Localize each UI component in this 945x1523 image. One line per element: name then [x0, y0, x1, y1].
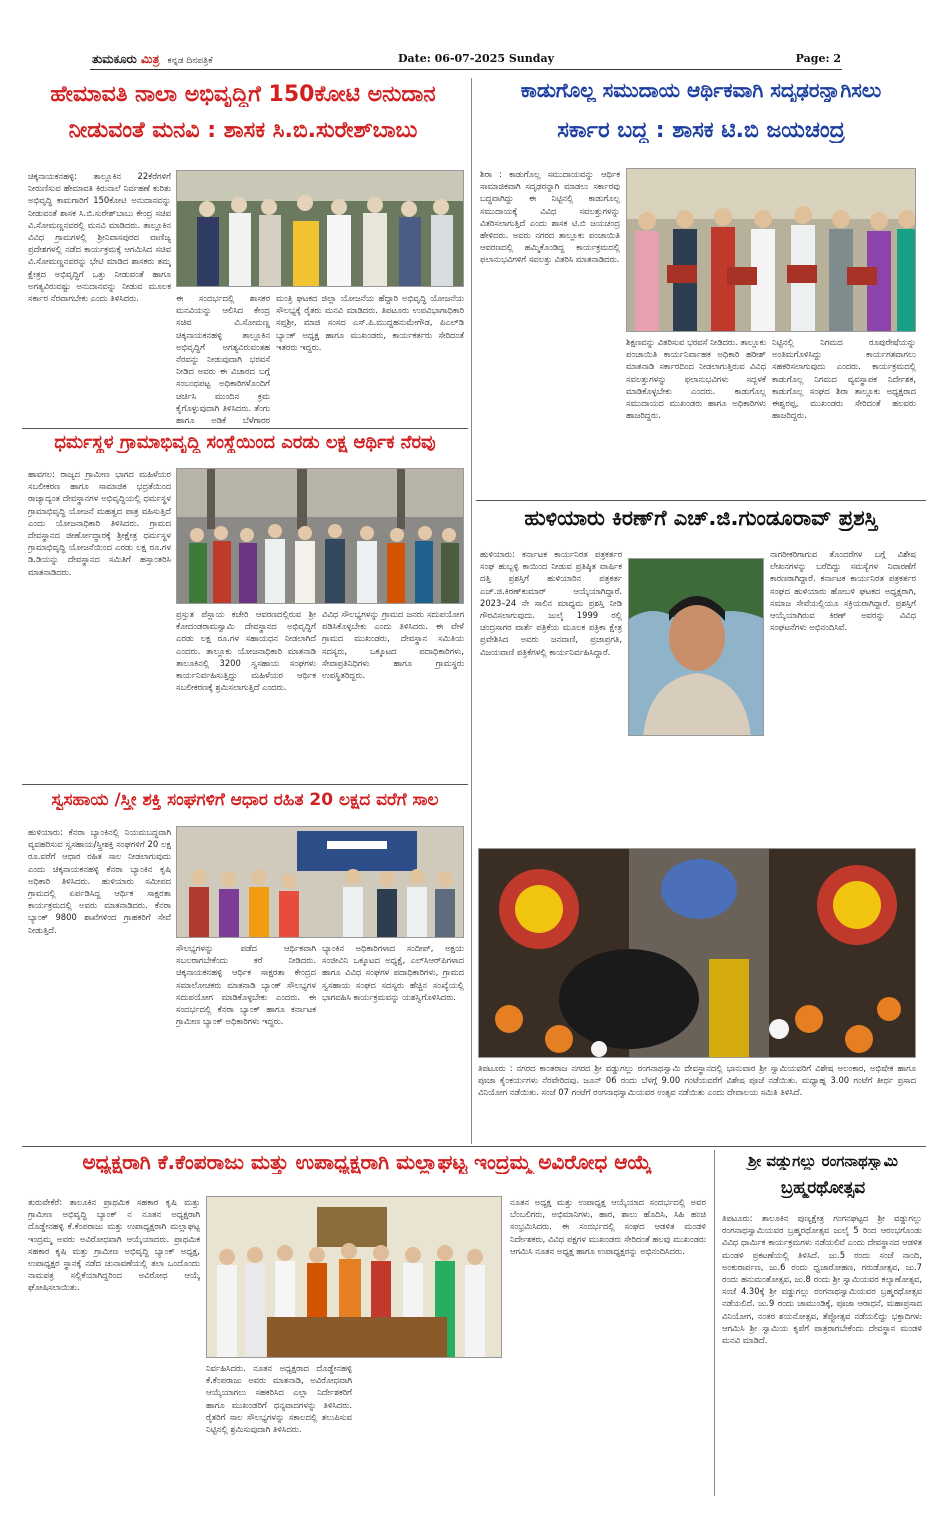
hemavathi-col-1: ಚಿಕ್ಕನಾಯಕನಹಳ್ಳಿ: ತಾಲ್ಲೂಕಿನ 22ಕೆರೆಗಳಿಗೆ ನೀರುಣಿಸುವ ಹೇಮಾವತಿ ಕಿರುನಾಲೆ ನಿರ್ವಹಣೆ ಕುರಿತು ಅಭಿವೃದ್ಧಿ ಕಾಮಗಾರಿಗೆ 150ಕೋಟಿ ಅನುದಾನವನ್ನು ನೀಡುವಂತೆ ಶಾಸಕ ಸಿ.ಬಿ.ಸುರೇಶ್‌ಬಾಬು ಕೇಂದ್ರ ಸಚಿವ ವಿ.ಸೋಮಣ್ಣನವರಲ್ಲಿ ಮನವಿ ಮಾಡಿದರು. ತಾಲ್ಲೂಕಿನ ವಿವಿಧ ಗ್ರಾಮಗಳಲ್ಲಿ ಶ್ರೀನಿವಾಸಪುರದ ವಾಣಿಜ್ಯ ಪ್ರದೇಶಗಳಲ್ಲಿ ನಡೆದ ಕಾರ್ಯಕ್ರಮಕ್ಕೆ ಆಗಮಿಸಿದ ಸಚಿವ ವಿ.ಸೋಮಣ್ಣನವರನ್ನು ಭೇಟಿ ಮಾಡಿದ ಶಾಸಕರು ತಮ್ಮ ಕ್ಷೇತ್ರದ ಅಭಿವೃದ್ಧಿಗೆ ಒತ್ತು ನೀಡುವಂತೆ ಹಾಗೂ ಅಗತ್ಯವಿರುವಷ್ಟು ಅನುದಾನವನ್ನು ನೀಡುವ ಮೂಲಕ ಸರ್ಕಾರ ನೆರವಾಗಬೇಕು ಎಂದು ತಿಳಿಸಿದರು. [28, 171, 171, 304]
dharmasthala-col-2: ಪ್ರಸ್ತುತ ಪೆಸ್ಲಾಯ ಕಚೇರಿ ಆವರಣದಲ್ಲಿರುವ ಶ್ರೀ ಕೋದಂಡರಾಮಸ್ವಾಮಿ ದೇವಸ್ಥಾನದ ಅಭಿವೃದ್ಧಿಗೆ ಎರಡು ಲಕ್ಷ ರೂ.ಗಳ ಸಹಾಯಧನ ನೀಡಲಾಗಿದೆ ಎಂದರು. ತಾಲ್ಲೂಕು ಯೋಜನಾಧಿಕಾರಿ ಮಾತನಾಡಿ ತಾಲೂಕಿನಲ್ಲಿ 3200 ಸ್ವಸಹಾಯ ಸಂಘಗಳು ಕಾರ್ಯನಿರ್ವಹಿಸುತ್ತಿದ್ದು ಮಹಿಳೆಯರ ಆರ್ಥಿಕ ಸಬಲೀಕರಣಕ್ಕೆ ಶ್ರಮಿಸಲಾಗುತ್ತಿದೆ ಎಂದರು. [176, 609, 316, 693]
kadugolla-headline-2: ಸರ್ಕಾರ ಬದ್ಧ : ಶಾಸಕ ಟಿ.ಬಿ ಜಯಚಂದ್ರ [557, 118, 845, 143]
adhyaksha-col-2: ನಿರ್ವಹಿಸಿದರು. ನೂತನ ಅಧ್ಯಕ್ಷರಾದ ದೊಡ್ಡೇನಹಳ್ಳಿ ಕೆ.ಕೆಂಪರಾಜು ಅವರು ಮಾತನಾಡಿ, ಅವಿರೋಧವಾಗಿ ಆಯ್ಕೆಯಾಗಲು ಸಹಕರಿಸಿದ ಎಲ್ಲಾ ನಿರ್ದೇಶಕರಿಗೆ ಹಾಗೂ ಮುಖಂಡರಿಗೆ ಧನ್ಯವಾದಗಳನ್ನು ತಿಳಿಸಿದರು. ರೈತರಿಗೆ ಸಾಲ ಸೌಲಭ್ಯಗಳನ್ನು ಸಕಾಲದಲ್ಲಿ ತಲುಪಿಸುವ ನಿಟ್ಟಿನಲ್ಲಿ ಶ್ರಮಿಸುವುದಾಗಿ ತಿಳಿಸಿದರು. [206, 1363, 352, 1435]
kiran-portrait-image [629, 559, 764, 736]
swasahaya-photo [176, 826, 464, 938]
kadugolla-col-2: ಶಿಕ್ಷಣವನ್ನು ವಿತರಿಸುವ ಭರವಸೆ ನೀಡಿದರು. ತಾಲ್ಲೂಕು ಪಂಚಾಯಿತಿ ಕಾರ್ಯನಿರ್ವಾಹಕ ಅಧಿಕಾರಿ ಹರೀಶ್ ಮಾತನಾಡಿ ಸರ್ಕಾರದಿಂದ ನೀಡಲಾಗುತ್ತಿರುವ ವಿವಿಧ ಸವಲತ್ತುಗಳನ್ನು ಫಲಾನುಭವಿಗಳು ಸದ್ಬಳಕೆ ಮಾಡಿಕೊಳ್ಳಬೇಕು ಎಂದರು. ಕಾಡುಗೊಲ್ಲ ಸಮುದಾಯದ ಮುಖಂಡರು ಹಾಗೂ ಅಧಿಕಾರಿಗಳು ಹಾಜರಿದ್ದರು. [626, 337, 766, 421]
kadugolla-headline-1: ಕಾಡುಗೊಲ್ಲ ಸಮುದಾಯ ಆರ್ಥಿಕವಾಗಿ ಸದೃಢರನ್ನಾಗಿಸಲು [520, 78, 882, 102]
divider-1 [22, 428, 468, 429]
brand-mitra: ಮಿತ್ರ [141, 52, 160, 66]
brand-prefix: ತುಮಕೂರು [92, 52, 137, 66]
divider-2 [22, 784, 468, 785]
huliyaru-kiran-col-2: ನಾಗರೀಕರಿಗಾಗುವ ತೊಂದರೆಗಳ ಬಗ್ಗೆ ವಿಶೇಷ ಲೇಖನಗಳನ್ನು ಬರೆದಿದ್ದು ಸಮಸ್ಯೆಗಳ ನಿವಾರಣೆಗೆ ಕಾರಣರಾಗಿದ್ದಾರೆ. ಕರ್ನಾಟಕ ಕಾರ್ಯನಿರತ ಪತ್ರಕರ್ತರ ಸಂಘದ ಹುಳಿಯಾರು ಹೋಬಳಿ ಘಟಕದ ಅಧ್ಯಕ್ಷರಾಗಿ, ಸಮಾಜ ಸೇವೆಯಲ್ಲಿಯೂ ಸಕ್ರಿಯರಾಗಿದ್ದಾರೆ. ಪ್ರಶಸ್ತಿಗೆ ಆಯ್ಕೆಯಾಗಿರುವ ಕಿರಣ್ ಅವರನ್ನು ವಿವಿಧ ಸಂಘಟನೆಗಳು ಅಭಿನಂದಿಸಿವೆ. [770, 549, 916, 633]
adhyaksha-col-1: ತುರುವೇಕೆರೆ: ತಾಲೂಕಿನ ಪ್ರಾಥಮಿಕ ಸಹಕಾರ ಕೃಷಿ ಮತ್ತು ಗ್ರಾಮೀಣ ಅಭಿವೃದ್ಧಿ ಬ್ಯಾಂಕ್ ನ ನೂತನ ಅಧ್ಯಕ್ಷರಾಗಿ ದೊಡ್ಡೇನಹಳ್ಳಿ ಕೆ.ಕೆಂಪರಾಜು ಮತ್ತು ಉಪಾಧ್ಯಕ್ಷರಾಗಿ ಮಲ್ಲಾಘಟ್ಟ ಇಂದ್ರಮ್ಮ ಅವರು ಅವಿರೋಧವಾಗಿ ಆಯ್ಕೆಯಾದರು. ಪ್ರಾಥಮಿಕ ಸಹಕಾರ ಕೃಷಿ ಮತ್ತು ಗ್ರಾಮೀಣ ಅಭಿವೃದ್ಧಿ ಬ್ಯಾಂಕ್ ಅಧ್ಯಕ್ಷ, ಉಪಾಧ್ಯಕ್ಷರ ಸ್ಥಾನಕ್ಕೆ ನಡೆದ ಚುನಾವಣೆಯಲ್ಲಿ ತಲಾ ಒಂದೊಂದು ನಾಮಪತ್ರ ಸಲ್ಲಿಕೆಯಾಗಿದ್ದರಿಂದ ಅವಿರೋಧ ಆಯ್ಕೆ ಘೋಷಿಸಲಾಯಿತು. [28, 1197, 200, 1293]
kadugolla-col-3: ನಿಟ್ಟಿನಲ್ಲಿ ನಿಗಮದ ರೂಪುರೇಷೆಯನ್ನು ಅಂತಿಮಗೊಳಿಸಿದ್ದು ಕಾರ್ಯಗತವಾಗಲು ಸಹಕರಿಸಲಾಗುವುದು ಎಂದರು. ಕಾರ್ಯಕ್ರಮದಲ್ಲಿ ಕಾಡುಗೊಲ್ಲ ನಿಗಮದ ವ್ಯವಸ್ಥಾಪಕ ನಿರ್ದೇಶಕ, ಕಾಡುಗೊಲ್ಲ ಸಂಘದ ಶಿರಾ ತಾಲ್ಲೂಕು ಅಧ್ಯಕ್ಷರಾದ ಈಶ್ವರಪ್ಪ, ಮುಖಂಡರು ಸೇರಿದಂತೆ ಹಲವರು ಹಾಜರಿದ್ದರು. [772, 337, 916, 421]
huliyaru-kiran-col-2a [628, 740, 764, 844]
adhyaksha-headline: ಅಧ್ಯಕ್ಷರಾಗಿ ಕೆ.ಕೆಂಪರಾಜು ಮತ್ತು ಉಪಾಧ್ಯಕ್ಷರಾಗಿ ಮಲ್ಲಾಘಟ್ಟ ಇಂದ್ರಮ್ಮ ಅವಿರೋಧ ಆಯ್ಕೆ [82, 1150, 652, 1174]
dharmasthala-col-3: ವಿವಿಧ ಸೌಲಭ್ಯಗಳನ್ನು ಗ್ರಾಮದ ಜನರು ಸದುಪಯೋಗ ಪಡಿಸಿಕೊಳ್ಳಬೇಕು ಎಂದು ತಿಳಿಸಿದರು. ಈ ವೇಳೆ ಗ್ರಾಮದ ಮುಖಂಡರು, ದೇವಸ್ಥಾನ ಸಮಿತಿಯ ಸದಸ್ಯರು, ಒಕ್ಕೂಟದ ಪದಾಧಿಕಾರಿಗಳು, ಸೇವಾಪ್ರತಿನಿಧಿಗಳು ಹಾಗೂ ಗ್ರಾಮಸ್ಥರು ಉಪಸ್ಥಿತರಿದ್ದರು. [322, 609, 464, 681]
temple-caption: ತಿಪಟೂರು : ನಗರದ ಕಾಂತರಾಜ ನಗರದ ಶ್ರೀ ವಡ್ಡುಗಲ್ಲು ರಂಗನಾಥಸ್ವಾಮಿ ದೇವಸ್ಥಾನದಲ್ಲಿ ಭಾನುವಾರ ಶ್ರೀ ಸ್ವಾಮಿಯವರಿಗೆ ವಿಶೇಷ ಅಲಂಕಾರ, ಅಭಿಷೇಕ ಹಾಗೂ ಪೂಜಾ ಕೈಂಕರ್ಯಗಳು ನೆರವೇರಿದವು. ಜೂನ್ 06 ರಂದು ಬೆಳಗ್ಗೆ 9.00 ಗಂಟೆಯವರೆಗೆ ವಿಶೇಷ ಪೂಜೆ ನಡೆಯಿತು. ಮಧ್ಯಾಹ್ನ 3.00 ಗಂಟೆಗೆ ತೀರ್ಥ ಪ್ರಸಾದ ವಿನಿಯೋಗ ನಡೆಯಿತು. ಸಂಜೆ 07 ಗಂಟೆಗೆ ರಂಗನಾಥಸ್ವಾಮಿಯವರ ಉತ್ಸವ ನಡೆಯಿತು ಎಂದು ದೇವಾಲಯ ಸಮಿತಿ ತಿಳಿಸಿದೆ. [478, 1063, 916, 1097]
newspaper-brand [92, 52, 213, 67]
brahmaratha-headline-1: ಶ್ರೀ ವಡ್ಡುಗಲ್ಲು ರಂಗನಾಥಸ್ವಾಮಿ [748, 1152, 898, 1170]
hemavathi-photo-image [177, 171, 464, 287]
dharmasthala-photo-image [177, 469, 464, 604]
adhyaksha-col-3: ನೂತನ ಅಧ್ಯಕ್ಷ ಮತ್ತು ಉಪಾಧ್ಯಕ್ಷ ಆಯ್ಕೆಯಾದ ಸಂದರ್ಭದಲ್ಲಿ ಅವರ ಬೆಂಬಲಿಗರು, ಅಭಿಮಾನಿಗಳು, ಹಾರ, ಶಾಲು ಹೊದಿಸಿ, ಸಿಹಿ ಹಂಚಿ ಸಂಭ್ರಮಿಸಿದರು. ಈ ಸಂದರ್ಭದಲ್ಲಿ ಸಂಘದ ಆಡಳಿತ ಮಂಡಳಿ ನಿರ್ದೇಶಕರು, ವಿವಿಧ ಪಕ್ಷಗಳ ಮುಖಂಡರು ಸೇರಿದಂತೆ ಹಲವು ಮುಖಂಡರು ಆಗಮಿಸಿ ನೂತನ ಅಧ್ಯಕ್ಷ ಹಾಗೂ ಉಪಾಧ್ಯಕ್ಷರನ್ನು ಅಭಿನಂದಿಸಿದರು. [510, 1197, 706, 1256]
column-divider [471, 78, 472, 1144]
hemavathi-headline-2: ನೀಡುವಂತೆ ಮನವಿ : ಶಾಸಕ ಸಿ.ಬಿ.ಸುರೇಶ್‌ಬಾಬು [68, 118, 418, 143]
hemavathi-headline-1: ಹೇಮಾವತಿ ನಾಲಾ ಅಭಿವೃದ್ಧಿಗೆ 150ಕೋಟಿ ಅನುದಾನ [50, 82, 436, 107]
swasahaya-col-3: ಬ್ಯಾಂಕಿನ ಅಧಿಕಾರಿಗಳಾದ ಸಂದೀಪ್, ಅಕ್ಷಯ ಸಂಜೀವಿನಿ ಒಕ್ಕೂಟದ ಅಧ್ಯಕ್ಷೆ, ಎಲ್‌ಸಿಆರ್‌ಪಿಗಳಾದ ಹಾಗೂ ವಿವಿಧ ಸಂಘಗಳ ಪದಾಧಿಕಾರಿಗಳು, ಗ್ರಾಮದ ಸ್ವಸಹಾಯ ಸಂಘದ ಸದಸ್ಯರು ಹೆಚ್ಚಿನ ಸಂಖ್ಯೆಯಲ್ಲಿ ಭಾಗವಹಿಸಿ ಕಾರ್ಯಕ್ರಮವನ್ನು ಯಶಸ್ವಿಗೊಳಿಸಿದರು. [322, 943, 464, 1002]
adhyaksha-col-2b [358, 1362, 504, 1496]
page-number: Page: 2 [795, 52, 841, 65]
swasahaya-headline: ಸ್ವಸಹಾಯ /ಸ್ತ್ರೀ ಶಕ್ತಿ ಸಂಘಗಳಿಗೆ ಆಧಾರ ರಹಿತ 20 ಲಕ್ಷದ ವರೆಗೆ ಸಾಲ [51, 790, 439, 810]
adhyaksha-photo [206, 1196, 502, 1358]
issue-date: Date: 06-07-2025 Sunday [398, 52, 554, 65]
hemavathi-col-3: ಮಂತ್ರಿ ಘಟಕದ ಜಿಲ್ಲಾ ಯೋಜನೆಯ ಹೆದ್ದಾರಿ ಅಭಿವೃದ್ಧಿ ಯೋಜನೆಯ ಸೌಲಭ್ಯಕ್ಕೆ ರೈತರು ಮನವಿ ಮಾಡಿದರು. ತಿಪಟೂರು ಉಪವಿಭಾಗಾಧಿಕಾರಿ ಸಪ್ತಶ್ರೀ, ಮಾಜಿ ಸಂಸದ ಎಸ್.ಪಿ.ಮುದ್ದಹನುಮೇಗೌಡ, ಪಿಎಲ್‌ಡಿ ಬ್ಯಾಂಕ್ ಅಧ್ಯಕ್ಷ ಹಾಗೂ ಮುಖಂಡರು, ಕಾರ್ಯಕರ್ತರು ಸೇರಿದಂತೆ ಇತರರು ಇದ್ದರು. [276, 293, 464, 352]
kiran-portrait [628, 558, 764, 736]
divider-3 [476, 500, 926, 501]
kadugolla-photo-image [627, 169, 916, 332]
huliyaru-kiran-col-1: ಹುಳಿಯಾರು: ಕರ್ನಾಟಕ ಕಾರ್ಯನಿರತ ಪತ್ರಕರ್ತರ ಸಂಘ ಹುಬ್ಬಳ್ಳಿ ಕಾಯಿಂದ ನೀಡುವ ಪ್ರತಿಷ್ಠಿತ ವಾರ್ಷಿಕ ದತ್ತಿ ಪ್ರಶಸ್ತಿಗೆ ಹುಳಿಯಾರಿನ ಪತ್ರಕರ್ತ ಎಚ್.ಜಿ.ಕಿರಣ್‌ಕುಮಾರ್ ಆಯ್ಕೆಯಾಗಿದ್ದಾರೆ. 2023–24 ನೇ ಸಾಲಿನ ಮಾಧ್ಯಮ ಪ್ರಶಸ್ತಿ ನೀಡಿ ಗೌರವಿಸಲಾಗುವುದು. ಜುಲೈ 1999 ರಲ್ಲಿ ಚಂದ್ರಸಾಗರ ವಾರ್ತೆ ಪತ್ರಿಕೆಯ ಮೂಲಕ ಪತ್ರಿಕಾ ಕ್ಷೇತ್ರ ಪ್ರವೇಶಿಸಿದ ಅವರು ಜನವಾಣಿ, ಪ್ರಜಾಪ್ರಗತಿ, ವಿಜಯವಾಣಿ ಪತ್ರಿಕೆಗಳಲ್ಲಿ ಕಾರ್ಯನಿರ್ವಹಿಸಿದ್ದಾರೆ. [480, 549, 622, 657]
temple-photo-image [479, 849, 916, 1058]
brahmaratha-body: ತಿಪಟೂರು: ತಾಲೂಕಿನ ಪುಣ್ಯಕ್ಷೇತ್ರ ಗಂಗನಘಟ್ಟದ ಶ್ರೀ ವಡ್ಡುಗಲ್ಲು ರಂಗನಾಥಸ್ವಾಮಿಯವರ ಬ್ರಹ್ಮರಥೋತ್ಸವ ಜುಲೈ 5 ರಿಂದ ಆರಂಭಗೊಂಡು ವಿವಿಧ ಧಾರ್ಮಿಕ ಕಾರ್ಯಕ್ರಮಗಳು ನಡೆಯಲಿವೆ ಎಂದು ದೇವಸ್ಥಾನದ ಆಡಳಿತ ಮಂಡಳಿ ಪ್ರಕಟಣೆಯಲ್ಲಿ ತಿಳಿಸಿದೆ. ಜು.5 ರಂದು ಸಂಜೆ ನಾಂದಿ, ಅಂಕುರಾರ್ಪಣ, ಜು.6 ರಂದು ಧ್ವಜಾರೋಹಣ, ಗರುಡೋತ್ಸವ, ಜು.7 ರಂದು ಹನುಮಂತೋತ್ಸವ, ಜು.8 ರಂದು ಶ್ರೀ ಸ್ವಾಮಿಯವರ ಕಲ್ಯಾಣೋತ್ಸವ, ಸಂಜೆ 4.30ಕ್ಕೆ ಶ್ರೀ ವಡ್ಡುಗಲ್ಲು ರಂಗನಾಥಸ್ವಾಮಿಯವರ ಬ್ರಹ್ಮರಥೋತ್ಸವ ನಡೆಯಲಿದೆ. ಜು.9 ರಂದು ಚಾಮುಂಡಿಕ್ಕೆ, ಪೂಜಾ ಆರಾಧನೆ, ಮಹಾಪ್ರಸಾದ ವಿನಿಯೋಗ, ನಂತರ ಶಯನೋತ್ಸವ, ತೆಪ್ಪೋತ್ಸವ ನಡೆಯಲಿದ್ದು ಭಕ್ತಾದಿಗಳು ಆಗಮಿಸಿ ಶ್ರೀ ಸ್ವಾಮಿಯ ಕೃಪೆಗೆ ಪಾತ್ರರಾಗಬೇಕೆಂದು ದೇವಸ್ಥಾನ ಮಂಡಳಿ ಮನವಿ ಮಾಡಿದೆ. [722, 1213, 922, 1346]
adhyaksha-photo-image [207, 1197, 502, 1358]
dharmasthala-col-1: ಹಾವಗಲ: ರಾಜ್ಯದ ಗ್ರಾಮೀಣ ಭಾಗದ ಮಹಿಳೆಯರ ಸಬಲೀಕರಣ ಹಾಗೂ ಸಾಮಾಜಿಕ ಭದ್ರತೆಯಿಂದ ರಾಜ್ಯಾದ್ಯಂತ ದೇವಸ್ಥಾನಗಳ ಅಭಿವೃದ್ಧಿಯಲ್ಲಿ ಧರ್ಮಸ್ಥಳ ಗ್ರಾಮಾಭಿವೃದ್ಧಿ ಯೋಜನೆ ಮಹತ್ವದ ಪಾತ್ರ ವಹಿಸುತ್ತಿದೆ ಎಂದು ಯೋಜನಾಧಿಕಾರಿ ತಿಳಿಸಿದರು. ಗ್ರಾಮದ ದೇವಸ್ಥಾನದ ಜೀರ್ಣೋದ್ಧಾರಕ್ಕೆ ಶ್ರೀಕ್ಷೇತ್ರ ಧರ್ಮಸ್ಥಳ ಗ್ರಾಮಾಭಿವೃದ್ಧಿ ಯೋಜನೆಯಿಂದ ಎರಡು ಲಕ್ಷ ರೂ.ಗಳ ಡಿ.ಡಿಯನ್ನು ದೇವಸ್ಥಾನದ ಸಮಿತಿಗೆ ಹಸ್ತಾಂತರಿಸಿ ಮಾತನಾಡಿದರು. [28, 469, 171, 577]
temple-photo [478, 848, 916, 1058]
swasahaya-photo-image [177, 827, 464, 938]
brand-suffix: ಕನ್ನಡ ದಿನಪತ್ರಿಕೆ [167, 56, 213, 66]
column-divider-bottom [714, 1150, 715, 1496]
dharmasthala-photo [176, 468, 464, 604]
swasahaya-col-1: ಹುಳಿಯಾರು: ಕೆನರಾ ಬ್ಯಾಂಕಿನಲ್ಲಿ ನಿಯಮಬದ್ಧವಾಗಿ ವ್ಯವಹರಿಸುವ ಸ್ವಸಹಾಯ/ಸ್ತ್ರೀಶಕ್ತಿ ಸಂಘಗಳಿಗೆ 20 ಲಕ್ಷ ರೂ.ವರೆಗೆ ಆಧಾರ ರಹಿತ ಸಾಲ ನೀಡಲಾಗುವುದು ಎಂದು ಚಿಕ್ಕನಾಯಕನಹಳ್ಳಿ ಕೆನರಾ ಬ್ಯಾಂಕಿನ ಕೃಷಿ ಅಧಿಕಾರಿ ತಿಳಿಸಿದರು. ಹುಳಿಯಾರು ಸಮೀಪದ ಗ್ರಾಮದಲ್ಲಿ ಏರ್ಪಡಿಸಿದ್ದ ಆರ್ಥಿಕ ಸಾಕ್ಷರತಾ ಕಾರ್ಯಕ್ರಮದಲ್ಲಿ ಅವರು ಮಾತನಾಡಿದರು. ಕೆನರಾ ಬ್ಯಾಂಕ್ 9800 ಶಾಖೆಗಳಿಂದ ಗ್ರಾಹಕರಿಗೆ ಸೇವೆ ನೀಡುತ್ತಿದೆ. [28, 827, 171, 935]
kadugolla-col-1: ಶಿರಾ : ಕಾಡುಗೊಲ್ಲ ಸಮುದಾಯವನ್ನು ಆರ್ಥಿಕ ಸಾಮಾಜಿಕವಾಗಿ ಸದೃಢರನ್ನಾಗಿ ಮಾಡಲು ಸರ್ಕಾರವು ಬದ್ಧವಾಗಿದ್ದು ಈ ನಿಟ್ಟಿನಲ್ಲಿ ಕಾಡುಗೊಲ್ಲ ಸಮುದಾಯಕ್ಕೆ ವಿವಿಧ ಸವಲತ್ತುಗಳನ್ನು ವಿತರಿಸಲಾಗುತ್ತಿದೆ ಎಂದು ಶಾಸಕ ಟಿ.ಬಿ ಜಯಚಂದ್ರ ಹೇಳಿದರು. ಅವರು ನಗರದ ತಾಲ್ಲೂಕು ಪಂಚಾಯಿತಿ ಆವರಣದಲ್ಲಿ ಹಮ್ಮಿಕೊಂಡಿದ್ದ ಕಾರ್ಯಕ್ರಮದಲ್ಲಿ ಫಲಾನುಭವಿಗಳಿಗೆ ಸವಲತ್ತು ವಿತರಿಸಿ ಮಾತನಾಡಿದರು. [480, 169, 620, 265]
hemavathi-photo [176, 170, 464, 287]
brahmaratha-headline-2: ಬ್ರಹ್ಮರಥೋತ್ಸವ [780, 1178, 866, 1198]
kadugolla-photo [626, 168, 916, 332]
hemavathi-col-2: ಈ ಸಂದರ್ಭದಲ್ಲಿ ಶಾಸಕರ ಮನವಿಯನ್ನು ಆಲಿಸಿದ ಕೇಂದ್ರ ಸಚಿವ ವಿ.ಸೋಮಣ್ಣ ಚಿಕ್ಕನಾಯಕನಹಳ್ಳಿ ತಾಲ್ಲೂಕಿನ ಅಭಿವೃದ್ಧಿಗೆ ಅಗತ್ಯವಿರುವಂತಹ ನೆರವನ್ನು ನೀಡುವುದಾಗಿ ಭರವಸೆ ನೀಡಿದ ಅವರು ಈ ವಿಚಾರದ ಬಗ್ಗೆ ಸಂಬಂಧಪಟ್ಟ ಅಧಿಕಾರಿಗಳೊಂದಿಗೆ ಚರ್ಚಿಸಿ ಮುಂದಿನ ಕ್ರಮ ಕೈಗೊಳ್ಳುವುದಾಗಿ ತಿಳಿಸಿದರು. ತೆಂಗು ಹಾಗೂ ಅಡಿಕೆ ಬೆಳೆಗಾರರ [176, 293, 270, 425]
swasahaya-col-2: ಸೌಲಭ್ಯಗಳನ್ನು ಪಡೆದ ಆರ್ಥಿಕವಾಗಿ ಸಬಲರಾಗಬೇಕೆಂದು ಕರೆ ನೀಡಿದರು. ಚಿಕ್ಕನಾಯಕನಹಳ್ಳಿ ಆರ್ಥಿಕ ಸಾಕ್ಷರತಾ ಕೇಂದ್ರದ ಸಮಾಲೋಚಕರು ಮಾತನಾಡಿ ಬ್ಯಾಂಕ್ ಸೌಲಭ್ಯಗಳ ಸದುಪಯೋಗ ಮಾಡಿಕೊಳ್ಳಬೇಕು ಎಂದರು. ಈ ಸಂದರ್ಭದಲ್ಲಿ ಕೆನರಾ ಬ್ಯಾಂಕ್ ಹಾಗೂ ಕರ್ನಾಟಕ ಗ್ರಾಮೀಣ ಬ್ಯಾಂಕ್ ಅಧಿಕಾರಿಗಳು ಇದ್ದರು. [176, 943, 316, 1027]
divider-4 [22, 1146, 926, 1147]
masthead-rule [90, 69, 842, 70]
dharmasthala-headline: ಧರ್ಮಸ್ಥಳ ಗ್ರಾಮಾಭಿವೃದ್ಧಿ ಸಂಸ್ಥೆಯಿಂದ ಎರಡು ಲಕ್ಷ ಆರ್ಥಿಕ ನೆರವು [54, 432, 436, 453]
huliyaru-kiran-headline: ಹುಳಿಯಾರು ಕಿರಣ್‌ಗೆ ಎಚ್.ಜಿ.ಗುಂಡೂರಾವ್ ಪ್ರಶಸ್ತಿ [524, 506, 878, 530]
